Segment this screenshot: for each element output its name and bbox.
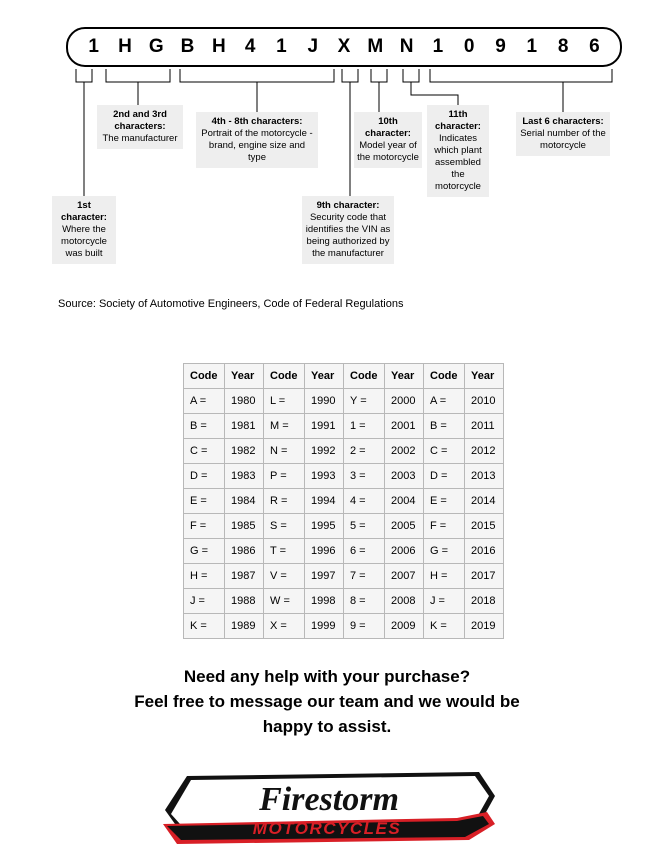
vin-char: M xyxy=(367,36,384,57)
cell-code: C = xyxy=(184,439,225,464)
firestorm-motorcycles-logo xyxy=(157,766,502,846)
cell-year: 1985 xyxy=(225,514,264,539)
vin-char: 1 xyxy=(276,36,287,57)
cell-code: T = xyxy=(264,539,305,564)
cell-year: 1984 xyxy=(225,489,264,514)
cell-year: 1994 xyxy=(305,489,344,514)
cell-code: E = xyxy=(184,489,225,514)
cell-year: 1980 xyxy=(225,389,264,414)
cell-year: 1986 xyxy=(225,539,264,564)
table-row xyxy=(184,514,504,539)
cell-year: 1989 xyxy=(225,614,264,639)
cell-year: 2016 xyxy=(465,539,504,564)
table-row xyxy=(184,564,504,589)
caption-11th-character xyxy=(427,105,489,197)
cell-code: 5 = xyxy=(344,514,385,539)
cell-code: H = xyxy=(184,564,225,589)
table-header-row xyxy=(184,364,504,389)
table-row xyxy=(184,614,504,639)
cell-year: 2013 xyxy=(465,464,504,489)
column-header: Year xyxy=(385,364,424,389)
caption-text: Security code that identifies the VIN as being authorized by the manufacturer xyxy=(305,212,391,259)
cell-code: K = xyxy=(184,614,225,639)
caption-text: Where the motorcycle was built xyxy=(61,224,107,259)
caption-9th-character xyxy=(302,196,394,264)
table-row xyxy=(184,389,504,414)
caption-title: 10th character: xyxy=(365,116,411,139)
column-header: Code xyxy=(424,364,465,389)
vin-char: 0 xyxy=(463,36,475,57)
table-row xyxy=(184,589,504,614)
cell-code: B = xyxy=(184,414,225,439)
caption-text: Serial number of the motorcycle xyxy=(520,128,606,151)
cell-year: 2015 xyxy=(465,514,504,539)
vin-char: 1 xyxy=(88,36,99,57)
caption-text: The manufacturer xyxy=(102,133,178,144)
vin-char: 4 xyxy=(244,36,256,57)
vin-char: H xyxy=(211,36,226,57)
help-line-3: happy to assist. xyxy=(262,717,392,736)
year-code-table xyxy=(183,363,504,639)
vin-char: 1 xyxy=(526,36,538,57)
help-line-1: Need any help with your purchase? xyxy=(183,667,471,686)
cell-year: 1982 xyxy=(225,439,264,464)
cell-year: 2005 xyxy=(385,514,424,539)
cell-year: 1997 xyxy=(305,564,344,589)
cell-code: B = xyxy=(424,414,465,439)
caption-text: Portrait of the motorcycle - brand, engine size and type xyxy=(201,128,313,163)
cell-code: 1 = xyxy=(344,414,385,439)
cell-year: 2018 xyxy=(465,589,504,614)
cell-year: 2014 xyxy=(465,489,504,514)
cell-code: G = xyxy=(424,539,465,564)
column-header: Code xyxy=(264,364,305,389)
cell-year: 2019 xyxy=(465,614,504,639)
caption-text: Indicates which plant assembled the motorcycle xyxy=(434,133,482,192)
cell-code: 6 = xyxy=(344,539,385,564)
vin-plate xyxy=(66,27,622,67)
cell-code: J = xyxy=(424,589,465,614)
cell-code: D = xyxy=(184,464,225,489)
cell-year: 2008 xyxy=(385,589,424,614)
vin-char: G xyxy=(148,36,164,57)
cell-year: 2002 xyxy=(385,439,424,464)
table-row xyxy=(184,464,504,489)
caption-title: 1st character: xyxy=(61,200,107,223)
caption-2nd-3rd-characters xyxy=(97,105,183,149)
caption-title: 11th character: xyxy=(435,109,481,132)
cell-year: 2006 xyxy=(385,539,424,564)
cell-year: 1998 xyxy=(305,589,344,614)
cell-code: 2 = xyxy=(344,439,385,464)
cell-code: 8 = xyxy=(344,589,385,614)
cell-year: 1987 xyxy=(225,564,264,589)
column-header: Code xyxy=(184,364,225,389)
cell-code: D = xyxy=(424,464,465,489)
vin-char: H xyxy=(118,36,132,57)
cell-code: P = xyxy=(264,464,305,489)
cell-code: A = xyxy=(184,389,225,414)
cell-code: 3 = xyxy=(344,464,385,489)
cell-year: 2012 xyxy=(465,439,504,464)
cell-code: 9 = xyxy=(344,614,385,639)
cell-code: Y = xyxy=(344,389,385,414)
cell-year: 1981 xyxy=(225,414,264,439)
cell-code: S = xyxy=(264,514,305,539)
cell-code: A = xyxy=(424,389,465,414)
cell-year: 2017 xyxy=(465,564,504,589)
cell-code: M = xyxy=(264,414,305,439)
caption-last-6-characters xyxy=(516,112,610,156)
cell-year: 2007 xyxy=(385,564,424,589)
cell-code: 4 = xyxy=(344,489,385,514)
vin-char: 1 xyxy=(432,36,444,57)
cell-code: E = xyxy=(424,489,465,514)
cell-year: 2003 xyxy=(385,464,424,489)
cell-code: X = xyxy=(264,614,305,639)
cell-year: 1999 xyxy=(305,614,344,639)
cell-code: K = xyxy=(424,614,465,639)
vin-char: 8 xyxy=(557,36,569,57)
cell-year: 1995 xyxy=(305,514,344,539)
logo-primary-text: Firestorm xyxy=(259,781,399,818)
cell-year: 1990 xyxy=(305,389,344,414)
caption-1st-character xyxy=(52,196,116,264)
cell-code: F = xyxy=(424,514,465,539)
caption-title: 4th - 8th characters: xyxy=(211,116,303,127)
cell-year: 2010 xyxy=(465,389,504,414)
cell-code: C = xyxy=(424,439,465,464)
cell-year: 1991 xyxy=(305,414,344,439)
table-row xyxy=(184,489,504,514)
vin-char: B xyxy=(180,36,195,57)
cell-year: 1992 xyxy=(305,439,344,464)
cell-year: 2004 xyxy=(385,489,424,514)
cell-code: R = xyxy=(264,489,305,514)
help-message xyxy=(0,664,654,739)
column-header: Year xyxy=(465,364,504,389)
cell-code: 7 = xyxy=(344,564,385,589)
vin-char: N xyxy=(399,36,414,57)
cell-year: 1983 xyxy=(225,464,264,489)
cell-year: 2001 xyxy=(385,414,424,439)
cell-year: 2009 xyxy=(385,614,424,639)
source-note: Source: Society of Automotive Engineers, Code of Federal Regulations xyxy=(58,298,404,310)
column-header: Code xyxy=(344,364,385,389)
cell-year: 1996 xyxy=(305,539,344,564)
caption-10th-character xyxy=(354,112,422,168)
cell-code: G = xyxy=(184,539,225,564)
column-header: Year xyxy=(305,364,344,389)
cell-code: L = xyxy=(264,389,305,414)
cell-code: N = xyxy=(264,439,305,464)
cell-year: 1993 xyxy=(305,464,344,489)
caption-title: 9th character: xyxy=(316,200,380,211)
vin-char: X xyxy=(337,36,351,57)
cell-code: F = xyxy=(184,514,225,539)
cell-code: J = xyxy=(184,589,225,614)
vin-char: J xyxy=(307,36,319,57)
cell-year: 2011 xyxy=(465,414,504,439)
vin-char: 6 xyxy=(589,36,600,57)
caption-title: 2nd and 3rd characters: xyxy=(113,109,167,132)
cell-year: 1988 xyxy=(225,589,264,614)
caption-text: Model year of the motorcycle xyxy=(357,140,419,163)
table-row xyxy=(184,439,504,464)
column-header: Year xyxy=(225,364,264,389)
cell-code: W = xyxy=(264,589,305,614)
cell-year: 2000 xyxy=(385,389,424,414)
vin-char: 9 xyxy=(495,36,506,57)
logo-secondary-text: MOTORCYCLES xyxy=(252,819,402,838)
cell-code: V = xyxy=(264,564,305,589)
table-row xyxy=(184,539,504,564)
caption-4th-8th-characters xyxy=(196,112,318,168)
table-row xyxy=(184,414,504,439)
cell-code: H = xyxy=(424,564,465,589)
help-line-2: Feel free to message our team and we would be xyxy=(134,692,520,711)
caption-title: Last 6 characters: xyxy=(522,116,604,127)
